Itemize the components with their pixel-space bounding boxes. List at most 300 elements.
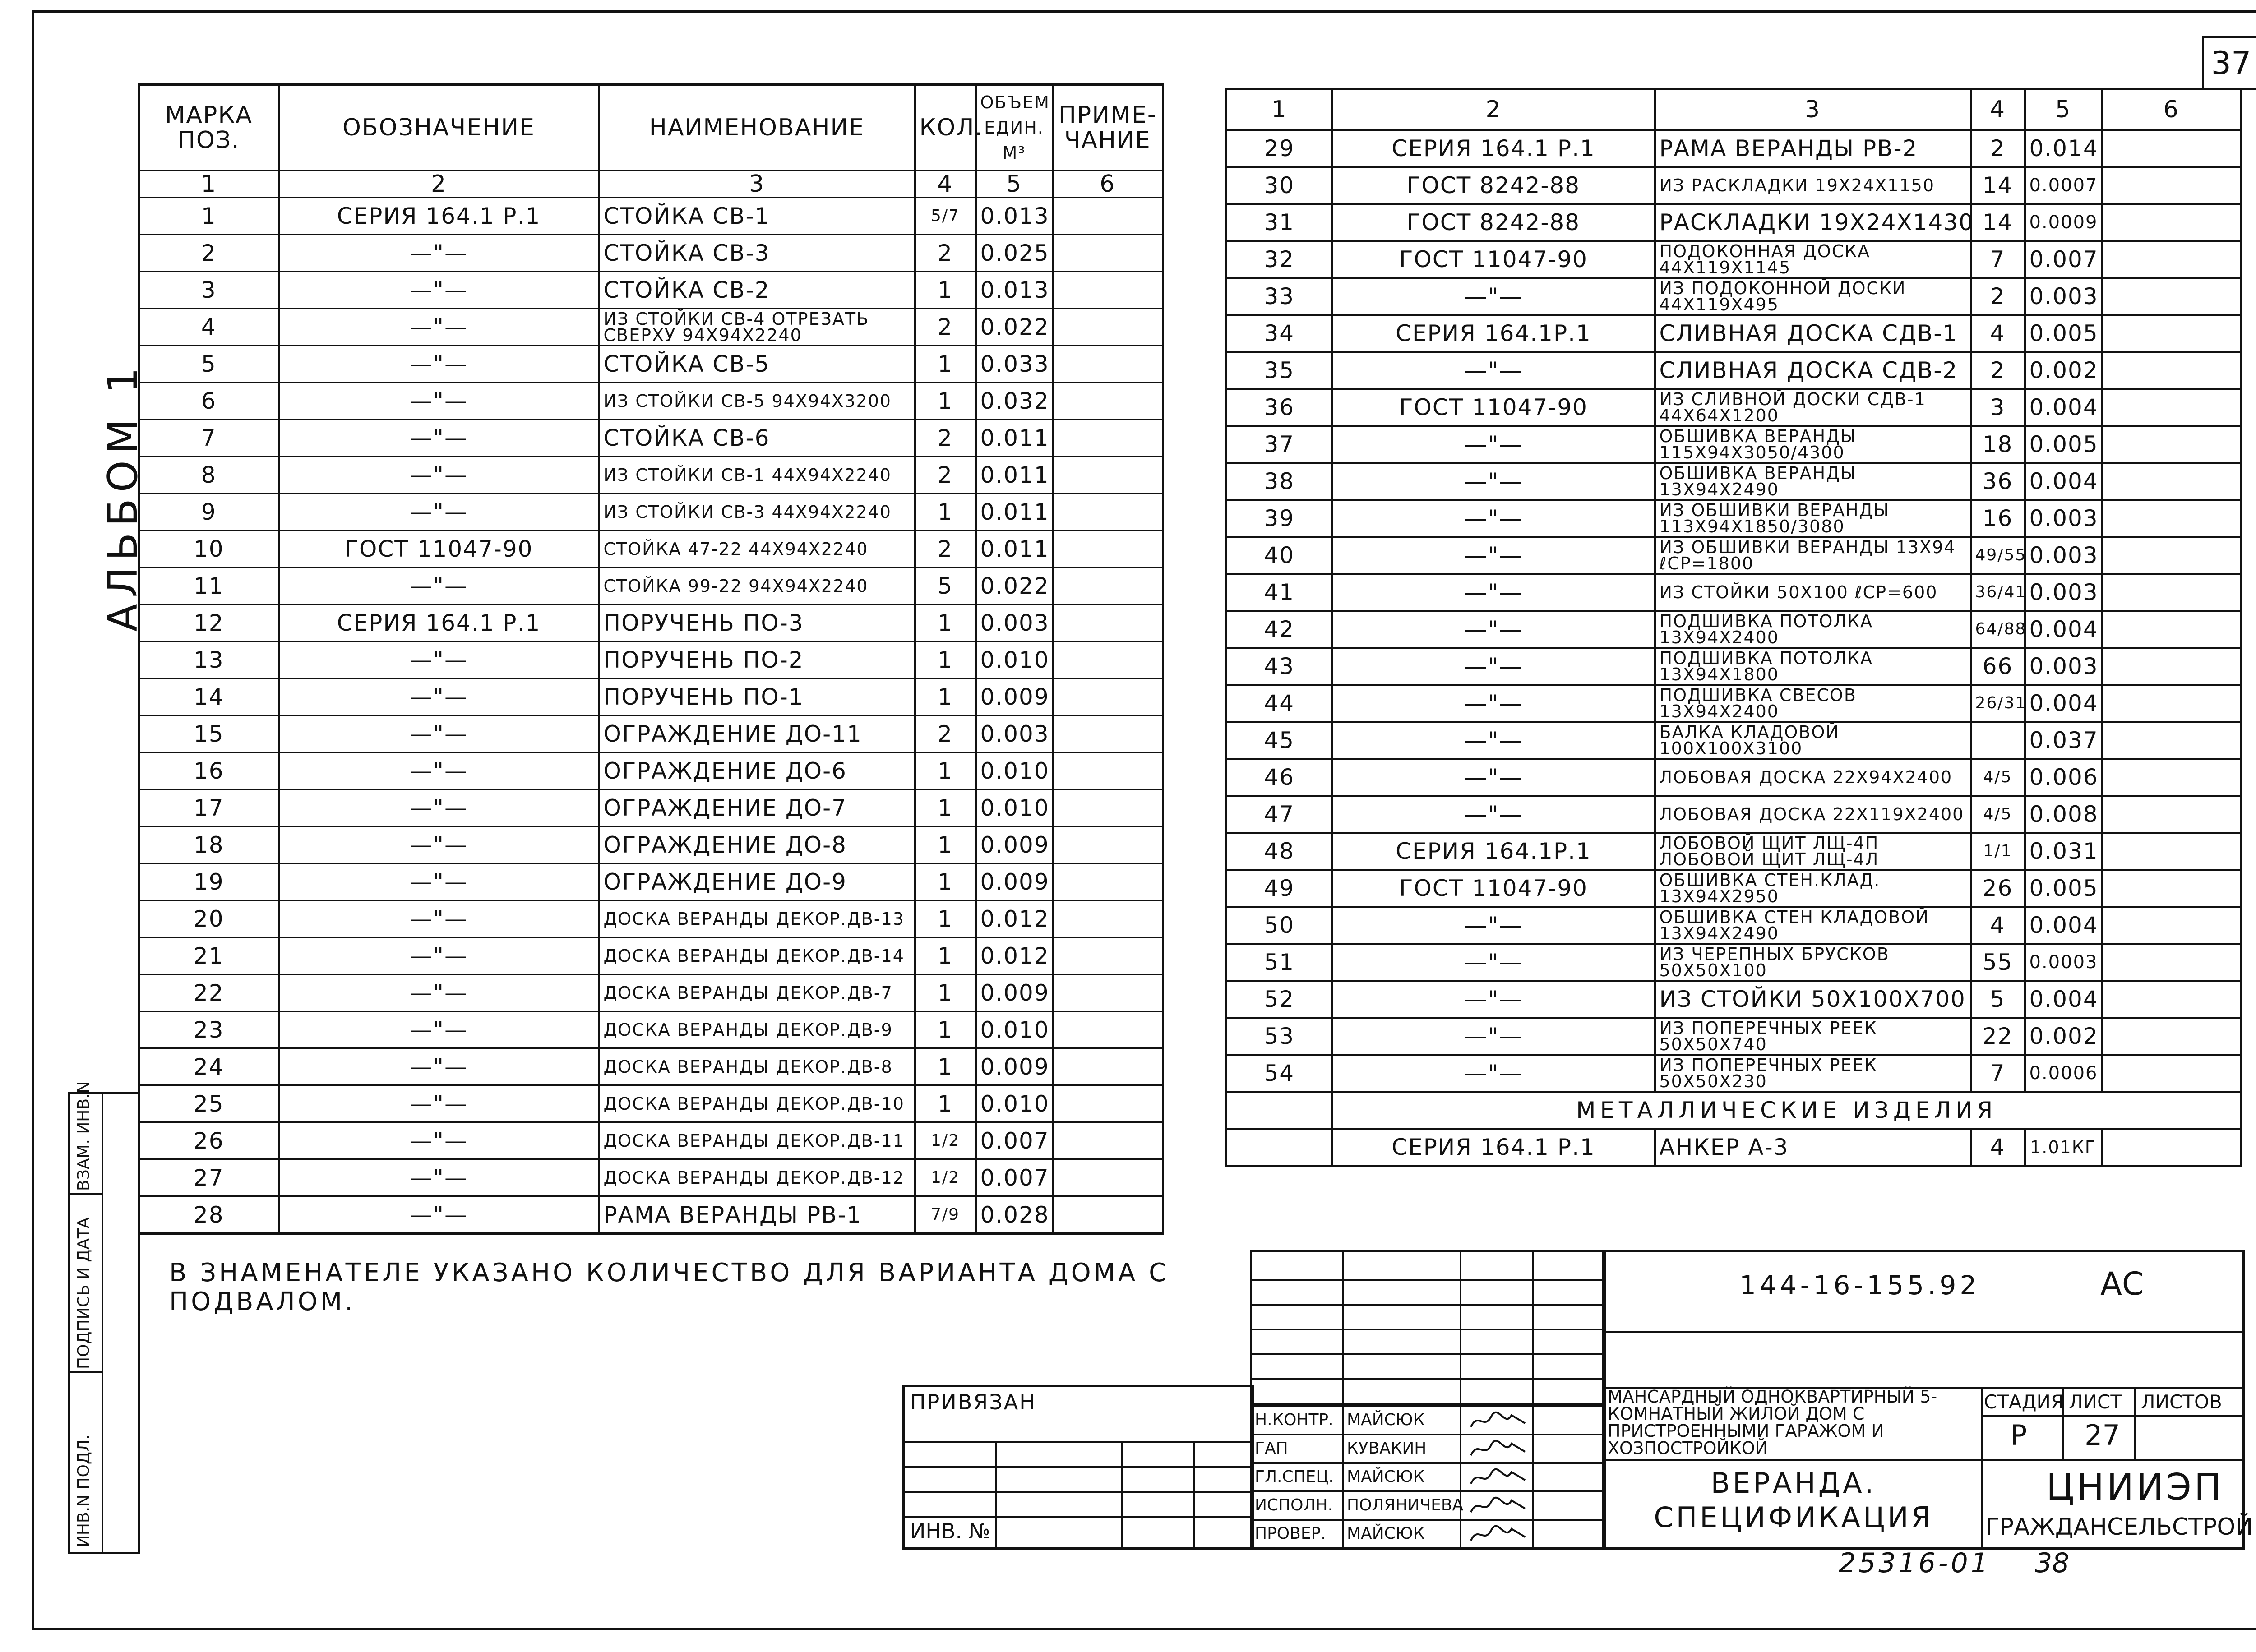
name-cell: ИЗ СТОЙКИ СВ-5 94X94X3200 xyxy=(599,383,915,420)
name-cell: ДОСКА ВЕРАНДЫ ДЕКОР.ДВ-13 xyxy=(599,900,915,937)
qty-cell: 5 xyxy=(1971,981,2025,1018)
qty-cell: 5 xyxy=(915,568,976,605)
qty-cell: 1 xyxy=(915,346,976,383)
table-row xyxy=(139,494,1163,531)
volume-cell: 0.011 xyxy=(976,494,1053,531)
document-suffix: АС xyxy=(2100,1265,2144,1302)
note-cell xyxy=(2102,833,2242,870)
position-cell: 18 xyxy=(139,826,279,863)
qty-cell: 64/88 xyxy=(1971,611,2025,648)
qty-cell: 49/55 xyxy=(1971,537,2025,574)
name-cell: ПОДОКОННАЯ ДОСКА 44X119X1145 xyxy=(1655,241,1971,278)
table-row xyxy=(1226,204,2242,241)
table-row xyxy=(1226,907,2242,944)
volume-cell: 0.011 xyxy=(976,420,1053,457)
signature-row xyxy=(1252,1434,1604,1464)
qty-cell: 14 xyxy=(1971,167,2025,204)
qty-cell: 2 xyxy=(1971,130,2025,167)
designation-cell: —"— xyxy=(279,1122,599,1159)
name-cell: ИЗ СТОЙКИ 50X100 ℓСР=600 xyxy=(1655,574,1971,611)
person-name: МАЙСЮК xyxy=(1347,1524,1425,1543)
designation-cell: —"— xyxy=(1332,907,1655,944)
name-cell: ИЗ ОБШИВКИ ВЕРАНДЫ 13X94 ℓСР=1800 xyxy=(1655,537,1971,574)
qty-cell: 1/1 xyxy=(1971,833,2025,870)
table-row xyxy=(1226,241,2242,278)
position-cell: 42 xyxy=(1226,611,1332,648)
name-cell: ИЗ СТОЙКИ 50X100X700 xyxy=(1655,981,1971,1018)
designation-cell: —"— xyxy=(279,1085,599,1122)
note-cell xyxy=(1053,383,1163,420)
qty-cell: 55 xyxy=(1971,944,2025,981)
note-cell xyxy=(2102,796,2242,833)
table-row xyxy=(139,1196,1163,1234)
position-cell: 49 xyxy=(1226,870,1332,907)
note-cell xyxy=(2102,574,2242,611)
volume-cell: 0.012 xyxy=(976,900,1053,937)
position-cell: 46 xyxy=(1226,759,1332,796)
position-cell: 17 xyxy=(139,789,279,826)
note-cell xyxy=(1053,937,1163,974)
name-cell: ЛОБОВАЯ ДОСКА 22X119X2400 xyxy=(1655,796,1971,833)
table-row xyxy=(139,789,1163,826)
name-cell: СТОЙКА СВ-3 xyxy=(599,235,915,272)
person-name: МАЙСЮК xyxy=(1347,1467,1425,1486)
volume-cell: 0.004 xyxy=(2025,389,2102,426)
qty-cell: 7 xyxy=(1971,1055,2025,1092)
name-cell: ОБШИВКА СТЕН КЛАДОВОЙ 13X94X2490 xyxy=(1655,907,1971,944)
volume-cell: 0.007 xyxy=(976,1159,1053,1196)
designation-cell: ГОСТ 11047-90 xyxy=(1332,389,1655,426)
note-cell xyxy=(2102,981,2242,1018)
position-cell: 29 xyxy=(1226,130,1332,167)
name-cell: ПОРУЧЕНЬ ПО-1 xyxy=(599,678,915,715)
table-row xyxy=(139,531,1163,568)
table-row xyxy=(1226,463,2242,500)
volume-cell: 0.011 xyxy=(976,531,1053,568)
volume-cell: 0.032 xyxy=(976,383,1053,420)
position-cell: 28 xyxy=(139,1196,279,1234)
position-cell: 33 xyxy=(1226,278,1332,315)
designation-cell: —"— xyxy=(279,826,599,863)
volume-cell: 0.010 xyxy=(976,1011,1053,1048)
sheets-label: ЛИСТОВ xyxy=(2141,1391,2222,1413)
name-cell: СТОЙКА СВ-5 xyxy=(599,346,915,383)
position-cell: 52 xyxy=(1226,981,1332,1018)
qty-cell: 36 xyxy=(1971,463,2025,500)
designation-cell: ГОСТ 11047-90 xyxy=(1332,870,1655,907)
footnote: В ЗНАМЕНАТЕЛЕ УКАЗАНО КОЛИЧЕСТВО ДЛЯ ВАРИАНТА ДОМА С ПОДВАЛОМ. xyxy=(169,1258,1170,1316)
table-row xyxy=(139,937,1163,974)
name-cell: РАМА ВЕРАНДЫ РВ-2 xyxy=(1655,130,1971,167)
note-cell xyxy=(1053,1048,1163,1085)
position-cell: 37 xyxy=(1226,426,1332,463)
name-cell: СЛИВНАЯ ДОСКА СДВ-1 xyxy=(1655,315,1971,352)
table-row xyxy=(1226,1018,2242,1055)
designation-cell: —"— xyxy=(279,1011,599,1048)
table-row xyxy=(1226,167,2242,204)
qty-cell: 2 xyxy=(915,420,976,457)
position-cell: 53 xyxy=(1226,1018,1332,1055)
note-cell xyxy=(1053,1085,1163,1122)
position-cell: 48 xyxy=(1226,833,1332,870)
name-cell: ДОСКА ВЕРАНДЫ ДЕКОР.ДВ-9 xyxy=(599,1011,915,1048)
table-row xyxy=(139,198,1163,235)
designation-cell: —"— xyxy=(279,937,599,974)
note-cell xyxy=(1053,1011,1163,1048)
stage-value: Р xyxy=(2010,1419,2027,1452)
volume-cell: 0.010 xyxy=(976,752,1053,789)
signature-mark xyxy=(1469,1410,1527,1431)
volume-cell: 0.009 xyxy=(976,974,1053,1011)
table-row xyxy=(139,272,1163,309)
volume-cell: 0.008 xyxy=(2025,796,2102,833)
note-cell xyxy=(1053,605,1163,641)
note-cell xyxy=(2102,204,2242,241)
volume-cell: 0.009 xyxy=(976,826,1053,863)
table-row xyxy=(139,1048,1163,1085)
col-num: 5 xyxy=(2025,89,2102,130)
designation-cell: —"— xyxy=(279,494,599,531)
table-row xyxy=(1226,1055,2242,1092)
name-cell: ПОРУЧЕНЬ ПО-2 xyxy=(599,641,915,678)
name-cell: ОГРАЖДЕНИЕ ДО-6 xyxy=(599,752,915,789)
position-cell: 15 xyxy=(139,715,279,752)
qty-cell: 1 xyxy=(915,789,976,826)
name-cell: ДОСКА ВЕРАНДЫ ДЕКОР.ДВ-14 xyxy=(599,937,915,974)
name-cell: ПОРУЧЕНЬ ПО-3 xyxy=(599,605,915,641)
volume-cell: 0.012 xyxy=(976,937,1053,974)
name-cell: ОГРАЖДЕНИЕ ДО-9 xyxy=(599,863,915,900)
note-cell xyxy=(2102,1018,2242,1055)
position-cell: 23 xyxy=(139,1011,279,1048)
col-num: 2 xyxy=(279,171,599,198)
qty-cell: 2 xyxy=(915,531,976,568)
name-cell: ИЗ СТОЙКИ СВ-1 44X94X2240 xyxy=(599,457,915,494)
note-cell xyxy=(2102,944,2242,981)
table-row xyxy=(139,678,1163,715)
position-cell: 14 xyxy=(139,678,279,715)
volume-cell: 0.037 xyxy=(2025,722,2102,759)
side-label-signature: ПОДПИСЬ И ДАТА xyxy=(74,1217,93,1369)
qty-cell: 1 xyxy=(915,1011,976,1048)
designation-cell: —"— xyxy=(279,568,599,605)
table-row xyxy=(139,863,1163,900)
position-cell: 22 xyxy=(139,974,279,1011)
note-cell xyxy=(1053,678,1163,715)
table-row xyxy=(1226,574,2242,611)
qty-cell: 4/5 xyxy=(1971,759,2025,796)
qty-cell: 2 xyxy=(915,235,976,272)
volume-cell: 0.009 xyxy=(976,863,1053,900)
table-row xyxy=(139,605,1163,641)
name-cell: ОГРАЖДЕНИЕ ДО-8 xyxy=(599,826,915,863)
signature-mark xyxy=(1469,1438,1527,1460)
role-label: ИСПОЛН. xyxy=(1255,1496,1333,1514)
person-name: ПОЛЯНИЧЕВА xyxy=(1347,1496,1464,1514)
volume-cell: 0.004 xyxy=(2025,981,2102,1018)
position-cell: 25 xyxy=(139,1085,279,1122)
name-cell: ИЗ ЧЕРЕПНЫХ БРУСКОВ 50X50X100 xyxy=(1655,944,1971,981)
col-num: 5 xyxy=(976,171,1053,198)
name-cell: ДОСКА ВЕРАНДЫ ДЕКОР.ДВ-7 xyxy=(599,974,915,1011)
role-label: ПРОВЕР. xyxy=(1255,1524,1326,1543)
table-row xyxy=(139,900,1163,937)
qty-cell: 4 xyxy=(1971,907,2025,944)
note-cell xyxy=(1053,715,1163,752)
signature-row xyxy=(1252,1490,1604,1521)
volume-cell: 0.013 xyxy=(976,198,1053,235)
designation-cell: —"— xyxy=(1332,574,1655,611)
designation-cell: СЕРИЯ 164.1 Р.1 xyxy=(279,605,599,641)
position-cell: 4 xyxy=(139,309,279,346)
name-cell: СТОЙКА СВ-2 xyxy=(599,272,915,309)
name-cell: ДОСКА ВЕРАНДЫ ДЕКОР.ДВ-10 xyxy=(599,1085,915,1122)
volume-cell: 0.0007 xyxy=(2025,167,2102,204)
qty-cell: 1/2 xyxy=(915,1159,976,1196)
designation-cell: —"— xyxy=(279,420,599,457)
table-row xyxy=(1226,685,2242,722)
designation-cell: —"— xyxy=(1332,611,1655,648)
table-row xyxy=(139,568,1163,605)
position-cell: 39 xyxy=(1226,500,1332,537)
person-name: МАЙСЮК xyxy=(1347,1411,1425,1429)
designation-cell: —"— xyxy=(279,383,599,420)
position-cell: 44 xyxy=(1226,685,1332,722)
header-note: ПРИМЕ-ЧАНИЕ xyxy=(1053,85,1163,171)
table-row xyxy=(1226,870,2242,907)
volume-cell: 0.007 xyxy=(976,1122,1053,1159)
volume-cell: 0.003 xyxy=(2025,537,2102,574)
position-cell: 35 xyxy=(1226,352,1332,389)
bound-label: ПРИВЯЗАН xyxy=(910,1390,1036,1414)
name-cell: ОБШИВКА ВЕРАНДЫ 115X94X3050/4300 xyxy=(1655,426,1971,463)
col-num: 4 xyxy=(1971,89,2025,130)
position-cell: 20 xyxy=(139,900,279,937)
designation-cell: —"— xyxy=(1332,981,1655,1018)
qty-cell: 2 xyxy=(915,457,976,494)
table-row xyxy=(139,420,1163,457)
note-cell xyxy=(1053,198,1163,235)
name-cell: ИЗ СТОЙКИ СВ-3 44X94X2240 xyxy=(599,494,915,531)
position-cell: 19 xyxy=(139,863,279,900)
qty-cell: 16 xyxy=(1971,500,2025,537)
note-cell xyxy=(1053,641,1163,678)
table-row xyxy=(139,383,1163,420)
table-row xyxy=(139,641,1163,678)
note-cell xyxy=(2102,870,2242,907)
volume-cell: 0.0009 xyxy=(2025,204,2102,241)
designation-cell: —"— xyxy=(1332,685,1655,722)
volume-cell: 0.009 xyxy=(976,1048,1053,1085)
designation-cell: —"— xyxy=(1332,1055,1655,1092)
position-cell: 12 xyxy=(139,605,279,641)
name-cell: ОБШИВКА ВЕРАНДЫ 13X94X2490 xyxy=(1655,463,1971,500)
note-cell xyxy=(2102,463,2242,500)
note-cell xyxy=(1053,1122,1163,1159)
designation-cell: —"— xyxy=(279,678,599,715)
role-label: Н.КОНТР. xyxy=(1255,1411,1334,1429)
designation-cell: —"— xyxy=(1332,648,1655,685)
designation-cell: —"— xyxy=(279,974,599,1011)
qty-cell: 7 xyxy=(1971,241,2025,278)
qty-cell: 1 xyxy=(915,900,976,937)
table-row xyxy=(1226,611,2242,648)
designation-cell: —"— xyxy=(279,715,599,752)
note-cell xyxy=(2102,611,2242,648)
note-cell xyxy=(1053,346,1163,383)
designation-cell: —"— xyxy=(1332,463,1655,500)
volume-cell: 0.005 xyxy=(2025,426,2102,463)
metal-designation: СЕРИЯ 164.1 Р.1 xyxy=(1332,1129,1655,1166)
table-row xyxy=(1226,500,2242,537)
col-num: 6 xyxy=(1053,171,1163,198)
designation-cell: —"— xyxy=(1332,537,1655,574)
name-cell: СТОЙКА 99-22 94X94X2240 xyxy=(599,568,915,605)
qty-cell: 7/9 xyxy=(915,1196,976,1234)
position-cell: 26 xyxy=(139,1122,279,1159)
note-cell xyxy=(1053,974,1163,1011)
designation-cell: ГОСТ 11047-90 xyxy=(279,531,599,568)
position-cell: 10 xyxy=(139,531,279,568)
qty-cell: 2 xyxy=(915,309,976,346)
volume-cell: 0.009 xyxy=(976,678,1053,715)
name-cell: ЛОБОВАЯ ДОСКА 22X94X2400 xyxy=(1655,759,1971,796)
note-cell xyxy=(1053,900,1163,937)
volume-cell: 0.0006 xyxy=(2025,1055,2102,1092)
qty-cell: 2 xyxy=(915,715,976,752)
table-row xyxy=(139,235,1163,272)
volume-cell: 0.002 xyxy=(2025,352,2102,389)
designation-cell: СЕРИЯ 164.1 Р.1 xyxy=(279,198,599,235)
designation-cell: ГОСТ 8242-88 xyxy=(1332,204,1655,241)
position-cell: 16 xyxy=(139,752,279,789)
sheet-value: 27 xyxy=(2085,1419,2120,1452)
table-row xyxy=(1226,352,2242,389)
note-cell xyxy=(2102,352,2242,389)
table-row xyxy=(1226,278,2242,315)
album-label: АЛЬБОМ 1 xyxy=(99,361,147,632)
header-name: НАИМЕНОВАНИЕ xyxy=(599,85,915,171)
document-code: 144-16-155.92 xyxy=(1739,1270,1980,1301)
name-cell: ОБШИВКА СТЕН.КЛАД. 13X94X2950 xyxy=(1655,870,1971,907)
designation-cell: —"— xyxy=(279,789,599,826)
note-cell xyxy=(2102,167,2242,204)
role-label: ГАП xyxy=(1255,1439,1288,1458)
designation-cell: —"— xyxy=(1332,352,1655,389)
position-cell: 47 xyxy=(1226,796,1332,833)
qty-cell: 1 xyxy=(915,494,976,531)
designation-cell: —"— xyxy=(279,863,599,900)
designation-cell: СЕРИЯ 164.1 Р.1 xyxy=(1332,130,1655,167)
position-cell: 30 xyxy=(1226,167,1332,204)
table-row xyxy=(1226,722,2242,759)
designation-cell: —"— xyxy=(1332,759,1655,796)
col-num: 4 xyxy=(915,171,976,198)
qty-cell: 4 xyxy=(1971,315,2025,352)
designation-cell: —"— xyxy=(279,900,599,937)
qty-cell: 22 xyxy=(1971,1018,2025,1055)
note-cell xyxy=(1053,494,1163,531)
position-cell: 27 xyxy=(139,1159,279,1196)
qty-cell: 1 xyxy=(915,641,976,678)
table-row xyxy=(139,309,1163,346)
qty-cell xyxy=(1971,722,2025,759)
designation-cell: —"— xyxy=(279,309,599,346)
volume-cell: 0.003 xyxy=(2025,278,2102,315)
col-num: 1 xyxy=(1226,89,1332,130)
note-cell xyxy=(1053,272,1163,309)
volume-cell: 0.005 xyxy=(2025,315,2102,352)
organization: ЦНИИЭП xyxy=(2046,1466,2224,1508)
name-cell: ДОСКА ВЕРАНДЫ ДЕКОР.ДВ-12 xyxy=(599,1159,915,1196)
volume-cell: 0.003 xyxy=(976,605,1053,641)
qty-cell: 1 xyxy=(915,383,976,420)
side-label-orig: ИНВ.N ПОДЛ. xyxy=(74,1434,93,1547)
volume-cell: 0.003 xyxy=(2025,648,2102,685)
name-cell: ИЗ РАСКЛАДКИ 19X24X1150 xyxy=(1655,167,1971,204)
position-cell: 31 xyxy=(1226,204,1332,241)
designation-cell: СЕРИЯ 164.1Р.1 xyxy=(1332,315,1655,352)
table-row xyxy=(139,457,1163,494)
position-cell: 34 xyxy=(1226,315,1332,352)
note-cell xyxy=(1053,420,1163,457)
name-cell: ПОДШИВКА ПОТОЛКА 13X94X1800 xyxy=(1655,648,1971,685)
signature-row xyxy=(1252,1405,1604,1435)
name-cell: ИЗ ПОПЕРЕЧНЫХ РЕЕК 50X50X740 xyxy=(1655,1018,1971,1055)
position-cell: 11 xyxy=(139,568,279,605)
name-cell: РАСКЛАДКИ 19X24X1430 xyxy=(1655,204,1971,241)
position-cell: 9 xyxy=(139,494,279,531)
position-cell: 1 xyxy=(139,198,279,235)
qty-cell: 1 xyxy=(915,863,976,900)
stage-label: СТАДИЯ xyxy=(1984,1391,2064,1413)
side-label-replace: ВЗАМ. ИНВ.N xyxy=(74,1081,93,1191)
note-cell xyxy=(2102,130,2242,167)
qty-cell: 2 xyxy=(1971,352,2025,389)
qty-cell: 1 xyxy=(915,605,976,641)
qty-cell: 14 xyxy=(1971,204,2025,241)
designation-cell: —"— xyxy=(1332,796,1655,833)
qty-cell: 1 xyxy=(915,678,976,715)
volume-cell: 0.011 xyxy=(976,457,1053,494)
position-cell: 41 xyxy=(1226,574,1332,611)
signature-mark xyxy=(1469,1523,1527,1545)
header-qty: КОЛ. xyxy=(915,85,976,171)
volume-cell: 0.003 xyxy=(976,715,1053,752)
designation-cell: ГОСТ 11047-90 xyxy=(1332,241,1655,278)
volume-cell: 0.004 xyxy=(2025,907,2102,944)
note-cell xyxy=(2102,907,2242,944)
position-cell: 5 xyxy=(139,346,279,383)
volume-cell: 0.006 xyxy=(2025,759,2102,796)
table-row xyxy=(139,1122,1163,1159)
volume-cell: 0.014 xyxy=(2025,130,2102,167)
archive-page: 38 xyxy=(2035,1547,2070,1579)
position-cell: 3 xyxy=(139,272,279,309)
qty-cell: 1 xyxy=(915,826,976,863)
designation-cell: —"— xyxy=(279,641,599,678)
name-cell: ЛОБОВОЙ ЩИТ ЛЩ-4П ЛОБОВОЙ ЩИТ ЛЩ-4Л xyxy=(1655,833,1971,870)
name-cell: ДОСКА ВЕРАНДЫ ДЕКОР.ДВ-11 xyxy=(599,1122,915,1159)
table-row xyxy=(139,1159,1163,1196)
table-row xyxy=(139,974,1163,1011)
page-number: 37 xyxy=(2202,36,2256,90)
note-cell xyxy=(2102,722,2242,759)
table-row xyxy=(1226,537,2242,574)
name-cell: ИЗ СТОЙКИ СВ-4 ОТРЕЗАТЬ СВЕРХУ 94X94X2240 xyxy=(599,309,915,346)
designation-cell: —"— xyxy=(279,457,599,494)
designation-cell: —"— xyxy=(279,752,599,789)
